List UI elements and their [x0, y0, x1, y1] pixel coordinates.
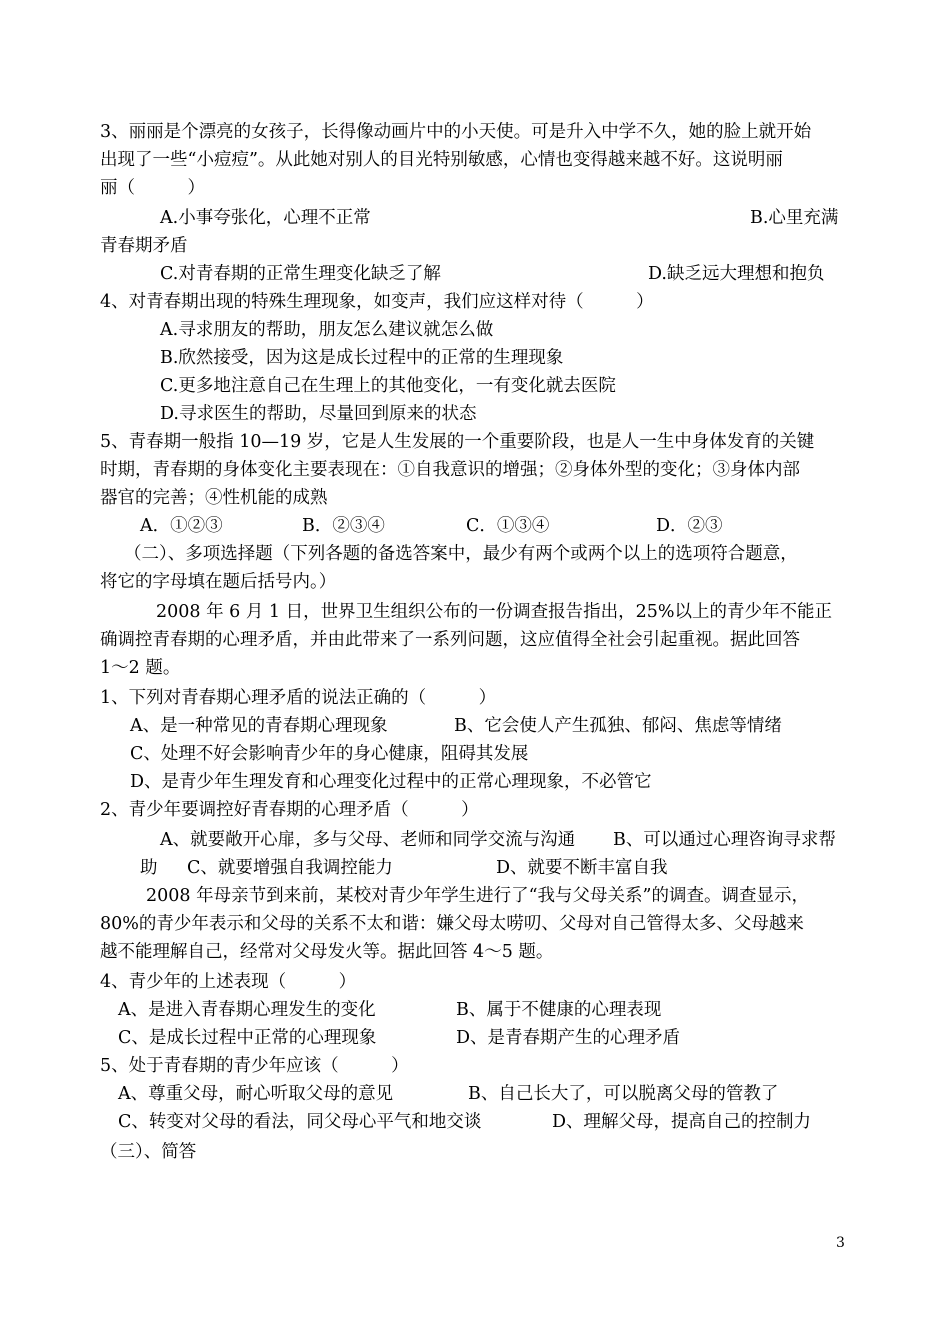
- mq5-option-d: D、理解父母，提高自己的控制力: [552, 1112, 812, 1132]
- mq5-stem: 5、处于青春期的青少年应该（ ）: [100, 1056, 409, 1076]
- mq5-option-c: C、转变对父母的看法，同父母心平气和地交谈: [118, 1112, 482, 1132]
- q3-option-b-cont: 青春期矛盾: [100, 236, 188, 256]
- q5-option-c: C．①③④: [466, 516, 550, 536]
- mq1-option-b: B、它会使人产生孤独、郁闷、焦虑等情绪: [454, 716, 782, 736]
- section-3-heading: （三）、简答: [100, 1142, 197, 1162]
- q4-stem: 4、对青春期出现的特殊生理现象，如变声，我们应这样对待（ ）: [100, 292, 654, 312]
- q4-option-d: D.寻求医生的帮助，尽量回到原来的状态: [160, 404, 477, 424]
- q5-stem-line-3: 器官的完善；④性机能的成熟: [100, 488, 328, 508]
- page-number: 3: [836, 1235, 845, 1251]
- mq5-option-b: B、自己长大了，可以脱离父母的管教了: [468, 1084, 779, 1104]
- q3-option-b: B.心里充满: [750, 208, 839, 228]
- mq2-option-b: B、可以通过心理咨询寻求帮: [613, 830, 836, 850]
- q5-option-b: B．②③④: [302, 516, 385, 536]
- mq2-stem: 2、青少年要调控好青春期的心理矛盾（ ）: [100, 800, 479, 820]
- mq4-option-c: C、是成长过程中正常的心理现象: [118, 1028, 377, 1048]
- q4-option-c: C.更多地注意自己在生理上的其他变化，一有变化就去医院: [160, 376, 616, 396]
- mq5-option-a: A、尊重父母，耐心听取父母的意见: [118, 1084, 394, 1104]
- mq2-option-b-cont: 助: [140, 858, 158, 878]
- q3-option-a: A.小事夸张化，心理不正常: [160, 208, 371, 228]
- mq2-option-d: D、就要不断丰富自我: [496, 858, 668, 878]
- q3-stem-line-1: 3、丽丽是个漂亮的女孩子，长得像动画片中的小天使。可是升入中学不久，她的脸上就开始: [100, 122, 812, 142]
- q5-stem-line-2: 时期，青春期的身体变化主要表现在：①自我意识的增强；②身体外型的变化；③身体内部: [100, 460, 800, 480]
- q3-stem-line-2: 出现了一些“小痘痘”。从此她对别人的目光特别敏感，心情也变得越来越不好。这说明丽: [100, 150, 783, 170]
- mq1-stem: 1、下列对青春期心理矛盾的说法正确的（ ）: [100, 688, 497, 708]
- mq2-option-c: C、就要增强自我调控能力: [187, 858, 393, 878]
- mq1-option-c: C、处理不好会影响青少年的身心健康，阻碍其发展: [130, 744, 529, 764]
- material-2-line-1: 2008 年母亲节到来前，某校对青少年学生进行了“我与父母关系”的调查。调查显示，: [146, 886, 809, 906]
- section-2-heading-cont: 将它的字母填在题后括号内。）: [100, 572, 337, 592]
- mq1-option-d: D、是青少年生理发育和心理变化过程中的正常心理现象，不必管它: [130, 772, 652, 792]
- mq4-stem: 4、青少年的上述表现（ ）: [100, 972, 357, 992]
- material-2-line-2: 80%的青少年表示和父母的关系不太和谐：嫌父母太唠叨、父母对自己管得太多、父母越来: [100, 914, 804, 934]
- material-1-line-1: 2008 年 6 月 1 日，世界卫生组织公布的一份调查报告指出，25%以上的青少年不能正: [156, 602, 833, 622]
- material-1-line-2: 确调控青春期的心理矛盾，并由此带来了一系列问题，这应值得全社会引起重视。据此回答: [100, 630, 800, 650]
- mq4-option-d: D、是青春期产生的心理矛盾: [456, 1028, 681, 1048]
- q3-stem-line-3: 丽（ ）: [100, 178, 205, 198]
- material-1-line-3: 1～2 题。: [100, 658, 181, 678]
- mq4-option-b: B、属于不健康的心理表现: [456, 1000, 662, 1020]
- q3-option-d: D.缺乏远大理想和抱负: [648, 264, 825, 284]
- mq4-option-a: A、是进入青春期心理发生的变化: [118, 1000, 376, 1020]
- q3-option-c: C.对青春期的正常生理变化缺乏了解: [160, 264, 441, 284]
- q4-option-b: B.欣然接受，因为这是成长过程中的正常的生理现象: [160, 348, 564, 368]
- section-2-heading: （二）、多项选择题（下列各题的备选答案中，最少有两个或两个以上的选项符合题意，: [124, 544, 798, 564]
- mq2-option-a: A、就要敞开心扉，多与父母、老师和同学交流与沟通: [160, 830, 576, 850]
- q5-option-a: A．①②③: [140, 516, 223, 536]
- q4-option-a: A.寻求朋友的帮助，朋友怎么建议就怎么做: [160, 320, 494, 340]
- mq1-option-a: A、是一种常见的青春期心理现象: [130, 716, 388, 736]
- material-2-line-3: 越不能理解自己，经常对父母发火等。据此回答 4～5 题。: [100, 942, 554, 962]
- q5-stem-line-1: 5、青春期一般指 10—19 岁，它是人生发展的一个重要阶段，也是人一生中身体发育的关键: [100, 432, 815, 452]
- q5-option-d: D．②③: [656, 516, 723, 536]
